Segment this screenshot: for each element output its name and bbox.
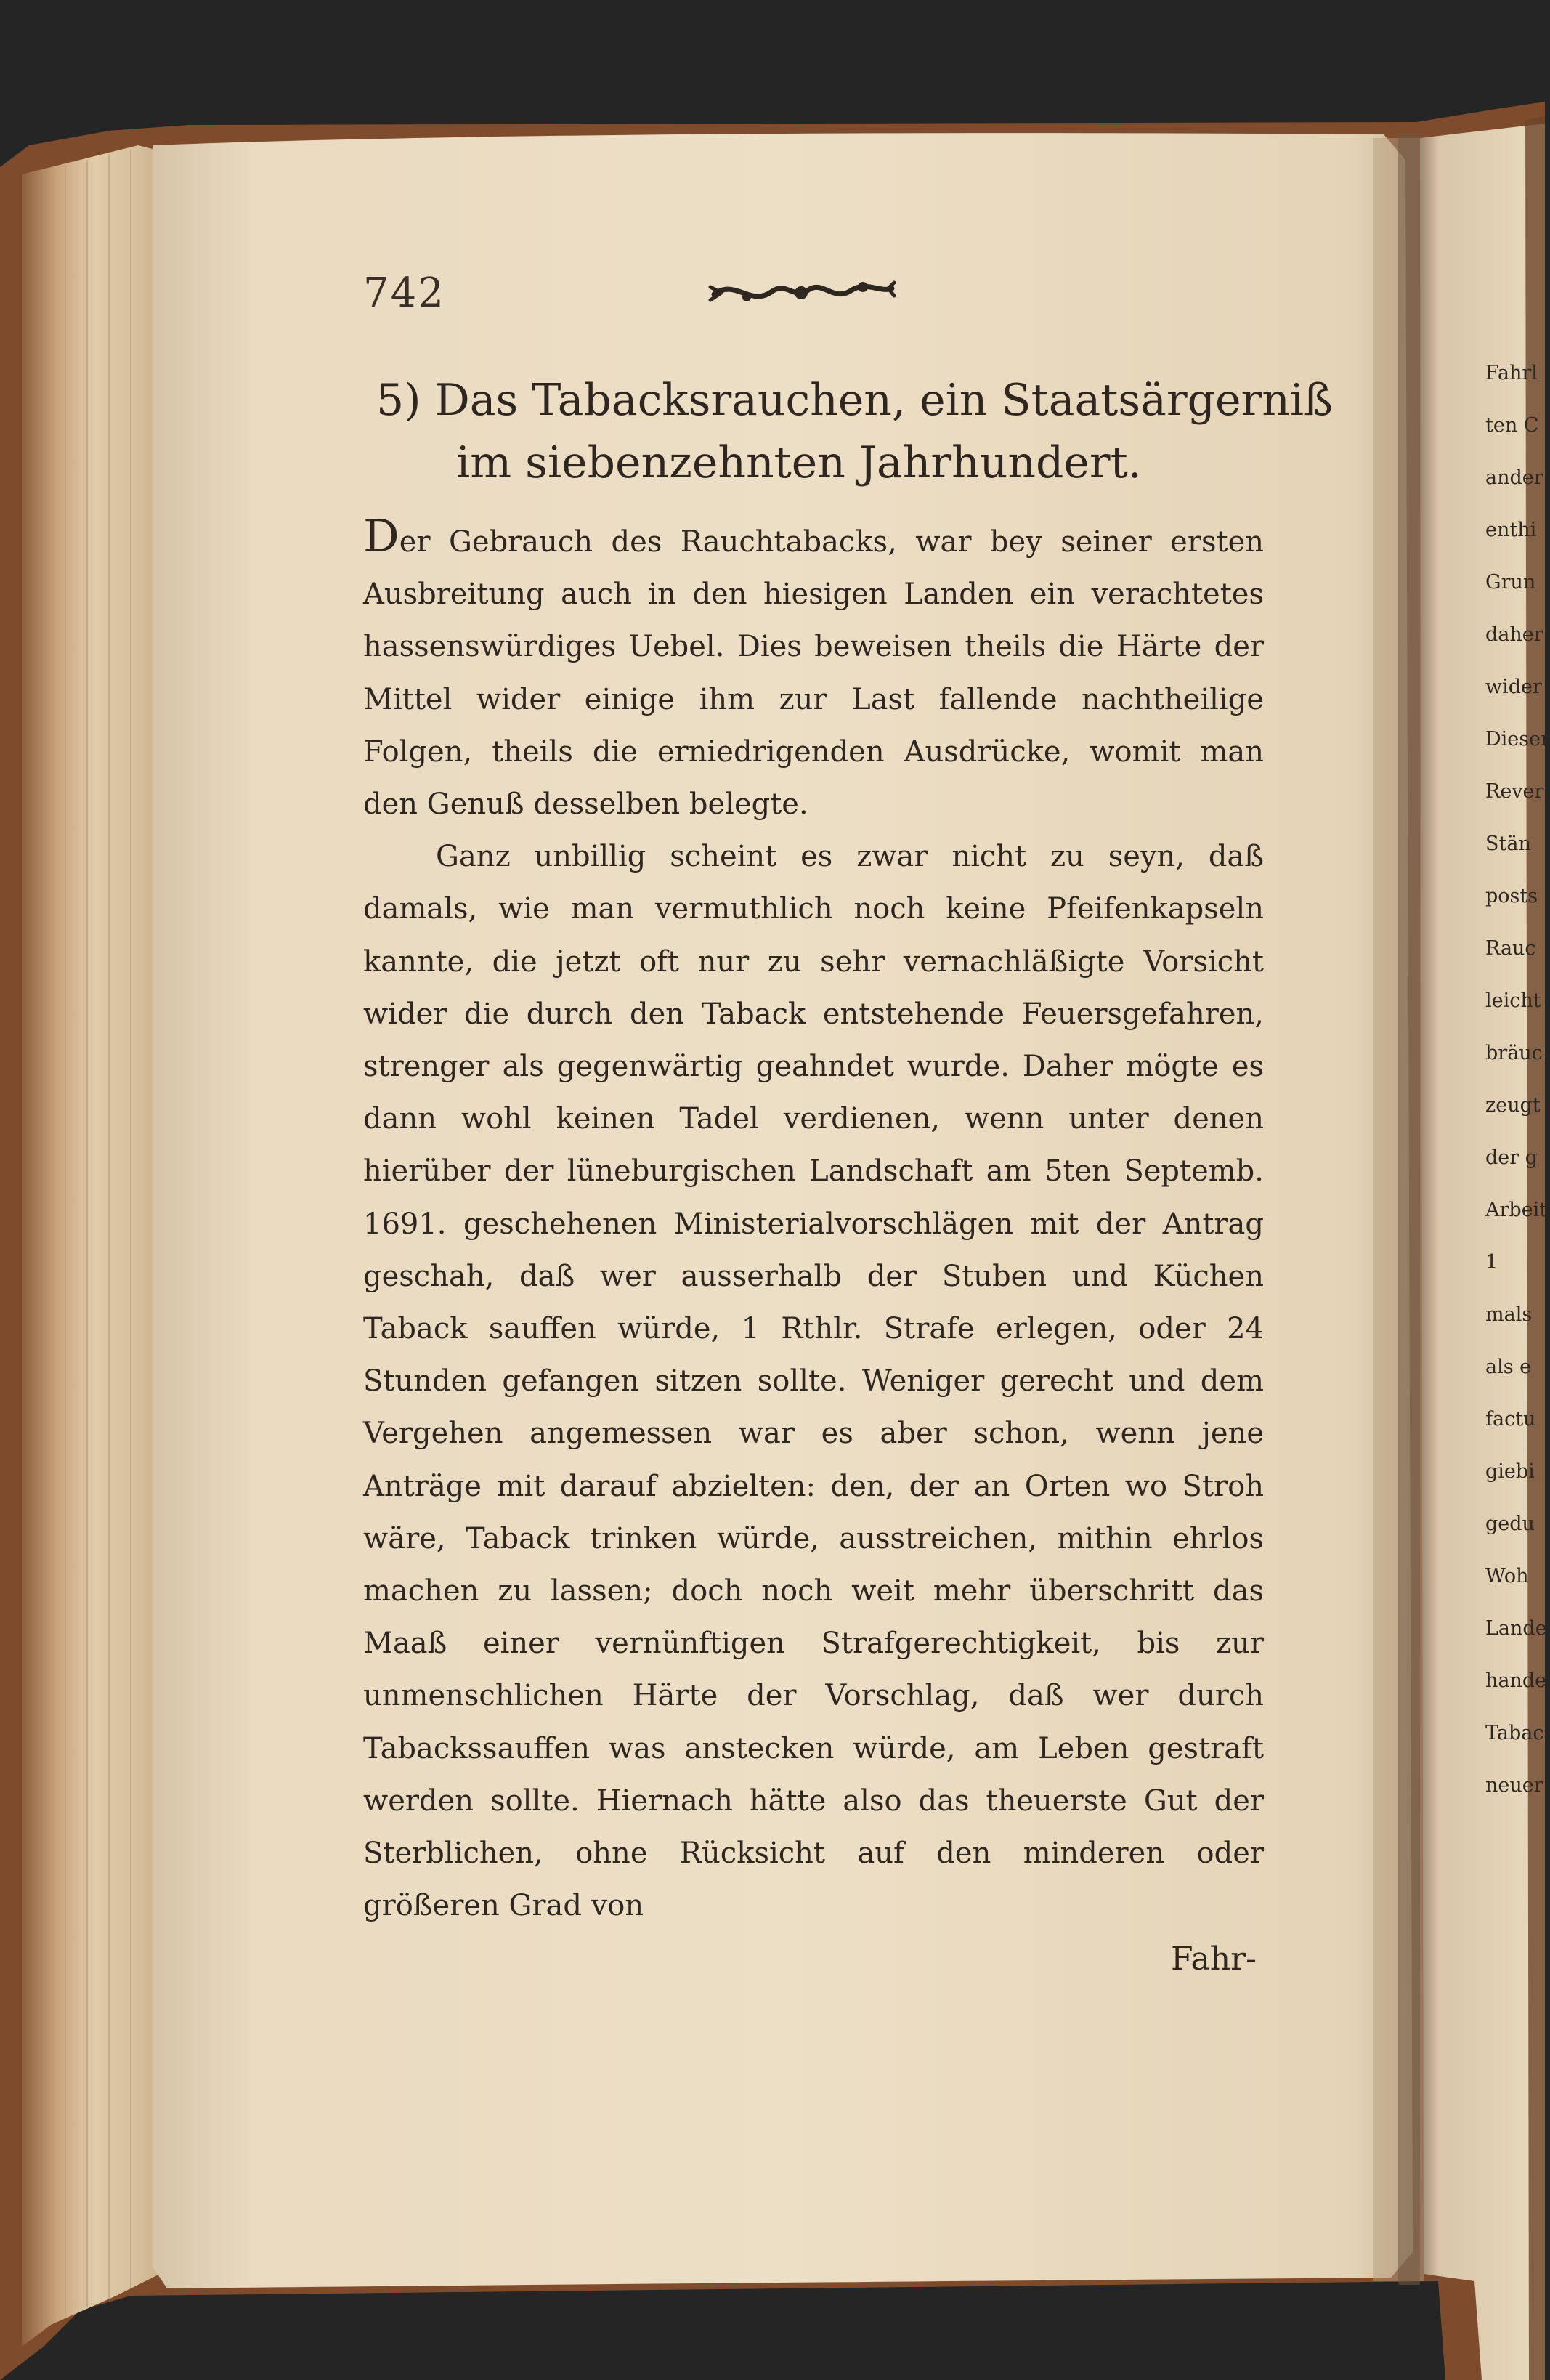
catchword: Fahr-: [1170, 1940, 1257, 1978]
page-header: [363, 267, 1264, 318]
title-line-1: 5) Das Tabacksrauchen, ein Staatsärgerniß: [376, 375, 1334, 426]
facing-page-line: hande: [1485, 1669, 1547, 1692]
facing-page-line: bräuc: [1485, 1042, 1543, 1064]
facing-page-line: daher: [1485, 623, 1543, 646]
facing-page-line: der g: [1485, 1146, 1538, 1169]
facing-page-line: Woh: [1485, 1565, 1529, 1587]
facing-page-line: Stän: [1485, 833, 1531, 855]
title-line-2: im siebenzehnten Jahrhundert.: [456, 437, 1142, 488]
facing-page-line: Fahrl: [1485, 362, 1538, 384]
page-number: 742: [363, 269, 445, 317]
paragraph-2: Ganz unbillig scheint es zwar nicht zu seyn, daß damals, wie man vermuthlich noch keine Pfeifenkapseln kannte, die jetzt oft nur zu sehr vernachläßigte Vorsicht wider die durch den Taback entstehende Feuersgefahren, strenger als gegenwärtig geahndet wurde. Daher mögte es dann wohl keinen Tadel verdienen, wenn unter denen hierüber der lüneburgischen Landschaft am 5ten Septemb. 1691. geschehenen Ministerialvorschlägen mit der Antrag geschah, daß wer ausserhalb der Stuben und Küchen Taback sauffen würde, 1 Rthlr. Strafe erlegen, oder 24 Stunden gefangen sitzen sollte. Weniger gerecht und dem Vergehen angemessen war es aber schon, wenn jene Anträge mit darauf abzielten: den, der an Orten wo Stroh wäre, Taback trinken würde, ausstreichen, mithin ehrlos machen zu lassen; doch noch weit mehr überschritt das Maaß einer vernünftigen Strafgerechtigkeit, bis zur unmenschlichen Härte der Vorschlag, daß wer durch Tabackssauffen was anstecken würde, am Leben gestraft werden sollte. Hiernach hätte also das theuerste Gut der Sterblichen, ohne Rücksicht auf den minderen oder größeren Grad von: [363, 840, 1264, 1923]
facing-page-line: giebi: [1485, 1460, 1535, 1483]
facing-page-line: wider: [1485, 676, 1542, 698]
facing-page-line: factu: [1485, 1408, 1536, 1430]
facing-page-line: gedu: [1485, 1513, 1535, 1535]
article-title: [363, 369, 1334, 494]
facing-page-line: neuer: [1485, 1774, 1543, 1797]
facing-page-line: leicht: [1485, 989, 1541, 1012]
facing-page-line: Grun: [1485, 571, 1536, 594]
page-text-block: [363, 267, 1334, 1986]
facing-page-line: 1: [1485, 1251, 1498, 1274]
facing-page-line: Tabac: [1485, 1722, 1544, 1744]
facing-page-line: Rever: [1485, 780, 1544, 803]
facing-page-line: ander: [1485, 466, 1543, 489]
facing-page-line: zeugt: [1485, 1094, 1541, 1117]
facing-page-line: Lande: [1485, 1617, 1547, 1640]
facing-page-line: Rauc: [1485, 937, 1536, 960]
paragraph-1-text: er Gebrauch des Rauchtabacks, war bey seiner ersten Ausbreitung auch in den hiesigen Landen ein verachtetes hassenswürdiges Uebel. Dies beweisen theils die Härte der Mittel wider einige ihm zur Last fallende nachtheilige Folgen, theils die erniedrigenden Ausdrücke, womit man den Genuß desselben belegte.: [363, 525, 1264, 822]
facing-page-line: mals: [1485, 1303, 1533, 1326]
facing-page-line: posts: [1485, 885, 1538, 907]
facing-page-fragments: [1485, 347, 1550, 1812]
vignette-ornament-icon: [707, 271, 896, 315]
facing-page-line: Dieser: [1485, 728, 1550, 750]
facing-page-line: enthi: [1485, 519, 1537, 541]
facing-page-line: Arbeit: [1485, 1199, 1548, 1221]
paragraph-1: [363, 509, 1264, 830]
body-text: [363, 509, 1264, 1932]
facing-page-line: als e: [1485, 1356, 1532, 1378]
initial-letter: D: [363, 509, 399, 562]
facing-page-line: ten C: [1485, 414, 1539, 437]
